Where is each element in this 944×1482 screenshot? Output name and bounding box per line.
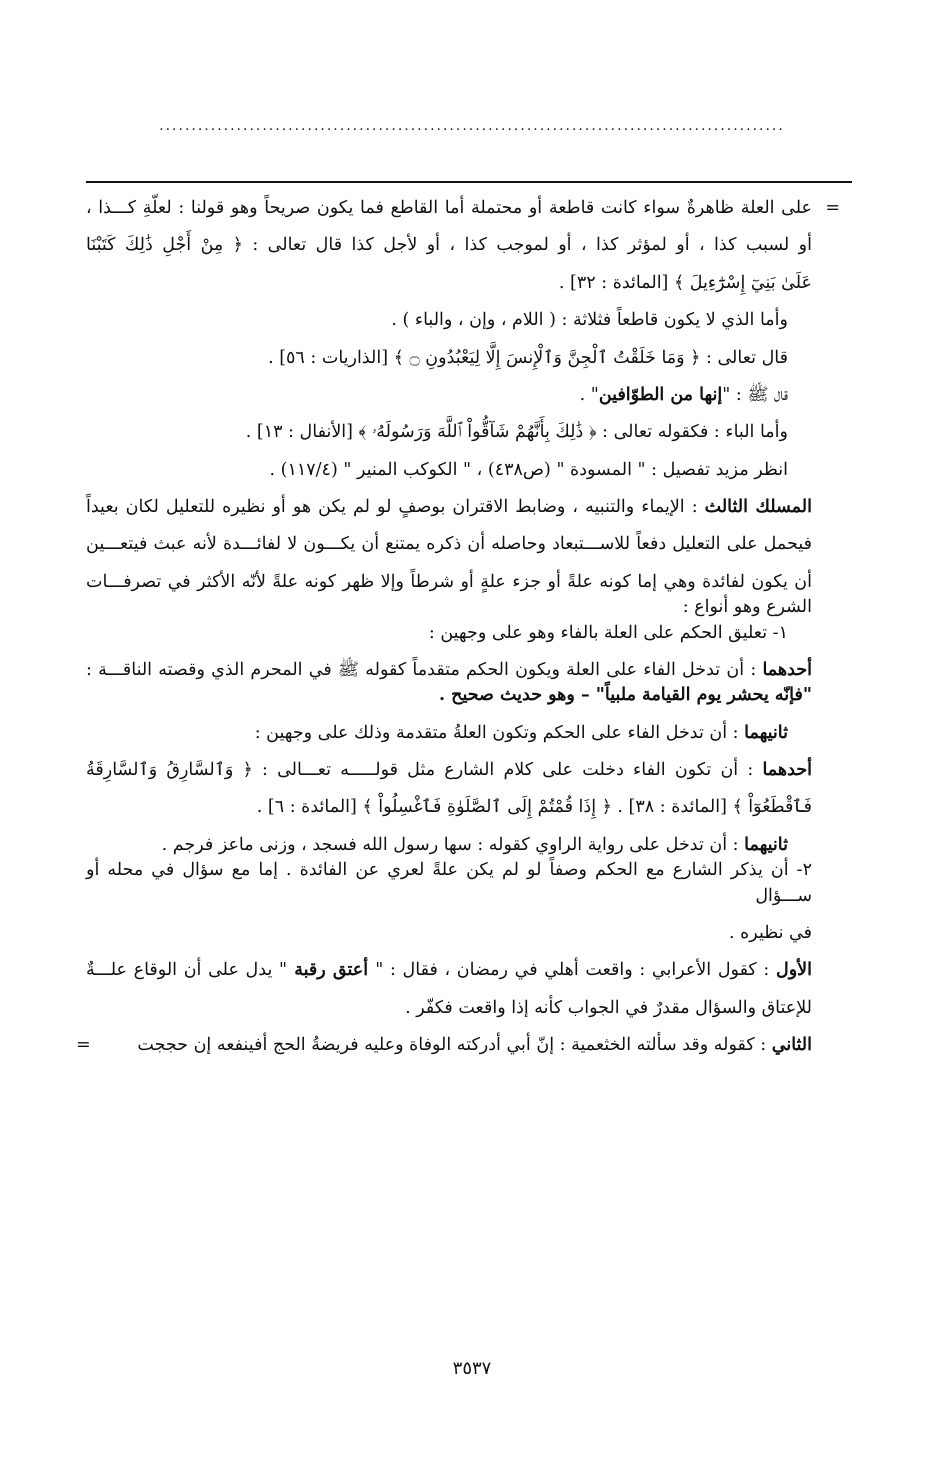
line-22: الأول : كقول الأعرابي : واقعت أهلي في رمضان ، فقال : " أعتق رقبة " يدل على أن الوقاع علـــةٌ [86, 960, 812, 981]
line-7: وأما الباء : فكقوله تعالى : ﴿ ذَٰلِكَ بِأَنَّهُمْ شَآقُّواْ ٱللَّهَ وَرَسُولَهُۥ ﴾ [الأنفال : ١٣] . [245, 422, 788, 443]
term-first-case: الأول [775, 960, 812, 981]
term-second-case: الثاني [771, 1035, 812, 1055]
line-12: الشرع وهو أنواع : [682, 597, 812, 618]
line-13: ١- تعليق الحكم على العلة بالفاء وهو على وجهين : [428, 622, 788, 643]
section-heading: المسلك الثالث [704, 497, 812, 517]
line-6: قال ﷺ : "إنها من الطوّافين" . [579, 384, 788, 405]
line-3: عَلَىٰ بَنِيٓ إِسْرَٰٓءِيلَ ﴾ [المائدة : ٣٢] . [558, 272, 812, 293]
line-9: المسلك الثالث : الإيماء والتنبيه ، وضابط الاقتران بوصفٍ لو لم يكن هو أو نظيره للتعليل لكان بعيداً [86, 497, 812, 517]
continuation-mark: = [76, 1035, 91, 1055]
line-4: وأما الذي لا يكون قاطعاً فثلاثة : ( اللام ، وإن ، والباء ) . [391, 310, 788, 331]
line-8: انظر مزيد تفصيل : " المسودة " (ص٤٣٨) ، " الكوكب المنير " (١١٧/٤) . [269, 459, 788, 480]
line-18: فَٱقْطَعُوٓاْ ﴾ [المائدة : ٣٨] . ﴿ إِذَا قُمْتُمْ إِلَى ٱلصَّلَوٰةِ فَٱغْسِلُواْ ﴾ [المائدة : ٦] . [256, 797, 812, 818]
line-19: ثانيهما : أن تدخل على رواية الراوي كقوله : سها رسول الله فسجد ، وزنى ماعز فرجم . [161, 834, 788, 855]
line-1: = على العلة ظاهرةٌ سواء كانت قاطعة أو محتملة أما القاطع فما يكون صريحاً وهو قولنا : لعلّةِ كـــذا ، [86, 196, 812, 221]
header-dotted-line: ................................................................................................. [159, 118, 785, 132]
continuation-mark: = [825, 198, 840, 218]
footnote-body [76, 196, 840, 1058]
hadith-quote: إنها من الطوّافين [598, 384, 723, 405]
term-first: أحدهما [762, 659, 812, 680]
line-14: أحدهما : أن تدخل الفاء على العلة ويكون الحكم متقدماً كقوله ﷺ في المحرم الذي وقصته الناقـــة : [86, 659, 812, 680]
footnote-separator [86, 181, 852, 183]
term-second: ثانيهما [744, 722, 788, 743]
hadith-quote: أعتق رقبة [287, 960, 376, 981]
line-15: "فإنّه يحشر يوم القيامة ملبياً" – وهو حديث صحيح . [438, 685, 812, 706]
term-first: أحدهما [762, 760, 812, 780]
line-16: ثانيهما : أن تدخل الفاء على الحكم وتكون العلةُ متقدمة وذلك على وجهين : [254, 722, 788, 743]
line-2: أو لسبب كذا ، أو لمؤثر كذا ، أو لموجب كذا ، أو لأجل كذا قال تعالى : ﴿ مِنْ أَجْلِ ذَٰلِكَ كَتَبْنَا [86, 235, 812, 256]
line-21: في نظيره . [729, 922, 812, 943]
line-23: للإعتاق والسؤال مقدرٌ في الجواب كأنه إذا واقعت فكفّر . [405, 997, 812, 1018]
term-second: ثانيهما [744, 834, 788, 855]
line-24: الثاني : كقوله وقد سألته الخثعمية : إنّ أبي أدركته الوفاة وعليه فريضةُ الحج أفينفعه إن حججت = [86, 1033, 812, 1058]
line-20: ٢- أن يذكر الشارع مع الحكم وصفاً لو لم يكن علةً لعري عن الفائدة . إما مع سؤال في محله أو ســـؤال [86, 860, 812, 906]
line-10: فيحمل على التعليل دفعاً للاســـتبعاد وحاصله أن ذكره يمتنع أن يكـــون لا لفائـــدة لأنه عبث فيتعـــين [86, 534, 812, 555]
page-number: ٣٥٣٧ [452, 1358, 492, 1379]
line-11: أن يكون لفائدة وهي إما كونه علةً أو جزء علةٍ أو شرطاً وإلا ظهر كونه علةً لأنّه الأكثر في تصرفـــات [86, 571, 812, 592]
line-17: أحدهما : أن تكون الفاء دخلت على كلام الشارع مثل قولـــــه تعـــالى : ﴿ وَٱلسَّارِقُ وَٱلسَّارِقَةُ [86, 760, 812, 780]
line-5: قال تعالى : ﴿ وَمَا خَلَقْتُ ٱلْجِنَّ وَٱلْإِنسَ إِلَّا لِيَعْبُدُونِ ۝ ﴾ [الذاريات : ٥٦] . [268, 347, 788, 368]
